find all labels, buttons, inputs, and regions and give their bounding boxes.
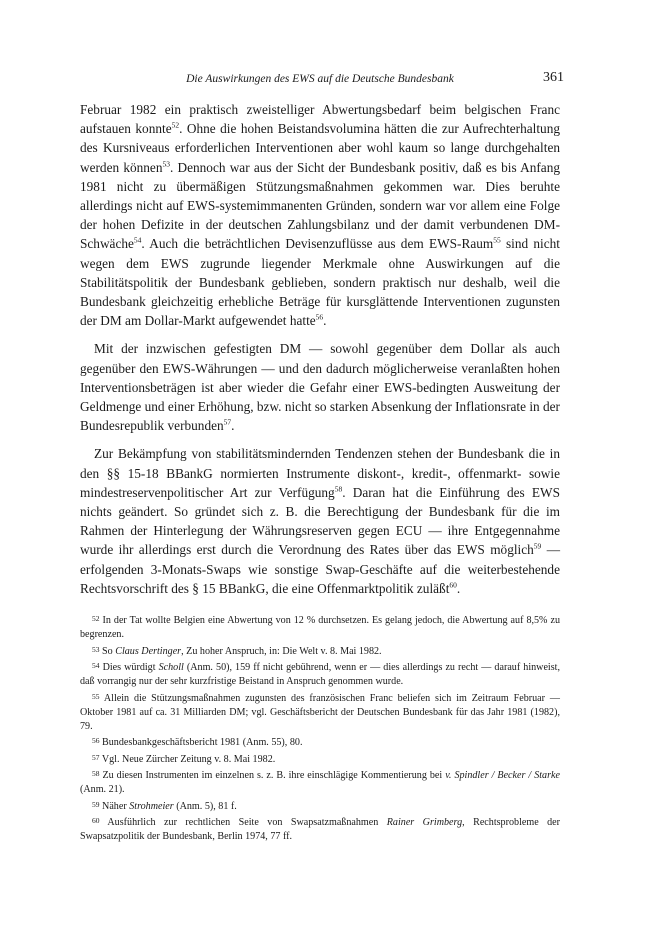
- text-run: Ausführlich zur rechtlichen Seite von Swapsatzmaßnahmen: [107, 816, 387, 828]
- footnote-number: 58: [92, 769, 100, 779]
- text-run: , Rechtsprobleme der Swapsatzpolitik der Bundesbank, Berlin 1974, 77 ff.: [80, 816, 561, 843]
- text-run: Näher: [102, 800, 130, 812]
- body-text: [80, 100, 560, 598]
- footnote-reference: 56: [315, 312, 324, 322]
- paragraph-3: [80, 444, 560, 598]
- footnotes: [80, 612, 560, 844]
- footnote-number: 52: [92, 614, 100, 624]
- footnote: [80, 612, 560, 643]
- footnote-reference: 53: [162, 159, 170, 169]
- cited-author: Claus Dertinger: [115, 645, 182, 657]
- cited-author: Strohmeier: [129, 800, 174, 812]
- text-run: Mit der inzwischen gefestigten DM — sowohl gegenüber dem Dollar als auch gegenüber den EWS-Währungen — und den dadurch möglicherweise veranlaßten hohen Interventionsbeträgen ist aber wieder die Gefahr einer EWS-bedingten Ausweitung der Geldmenge und einer Erhöhung, bzw. nicht so starken Absenkung der Inflationsrate in der Bundesrepublik verbunden: [80, 341, 560, 434]
- footnote-number: 53: [92, 644, 100, 654]
- text-run: sind nicht wegen dem EWS zugrunde liegender Merkmale ohne Auswirkungen auf die Stabilitätspolitik der Bundesbank geblieben, sondern praktisch nur deshalb, weil die Bundesbank gleichzeitig erhebliche Beträge für kursglättende Interventionen zugunsten der DM am Dollar-Markt aufgewendet hatte: [80, 236, 560, 329]
- footnote-reference: 55: [493, 236, 501, 245]
- footnote-reference: 54: [133, 236, 142, 245]
- footnote-number: 60: [92, 815, 100, 825]
- text-run: .: [456, 580, 461, 596]
- text-run: Februar 1982 ein praktisch zweistelliger Abwertungsbedarf beim belgischen Franc aufstauen konnte: [80, 102, 560, 137]
- footnote-number: 55: [92, 691, 100, 701]
- book-page: [80, 68, 564, 845]
- cited-author: Scholl: [158, 661, 184, 673]
- footnote: [80, 798, 560, 814]
- footnote-reference: 52: [171, 120, 180, 130]
- text-run: . Daran hat die Einführung des EWS nichts geändert. So gründet sich z. B. die Berechtigung der Bundesbank für die im Rahmen der Hinterlegung der Währungsreserven gegen ECU — ihre Entgegennahme wurde ihr allerdings erst durch die Verordnung des Rates über das EWS möglich: [80, 484, 560, 558]
- footnote-reference: 57: [223, 417, 232, 427]
- page-number: 361: [543, 70, 564, 85]
- cited-author: v. Spindler / Becker / Starke: [445, 770, 560, 782]
- footnote: [80, 734, 560, 750]
- text-run: Dies würdigt: [102, 661, 159, 673]
- footnote: [80, 643, 560, 659]
- footnote-number: 54: [92, 660, 100, 670]
- text-run: Zur Bekämpfung von stabilitätsmindernden Tendenzen stehen der Bundesbank die in den §§ 15-18 BBankG normierten Instrumente diskont-, kredit-, offenmarkt- sowie mindestreservenpolitischer Art zur Verfügung: [80, 446, 560, 500]
- paragraph-1: [80, 100, 560, 330]
- text-run: Bundesbankgeschäftsbericht 1981 (Anm. 55), 80.: [102, 737, 303, 749]
- footnote-number: 57: [92, 752, 100, 762]
- footnote: [80, 814, 560, 845]
- text-run: (Anm. 5), 81 f.: [173, 800, 237, 812]
- paragraph-2: [80, 339, 560, 435]
- text-run: .: [323, 313, 327, 329]
- footnote: [80, 767, 560, 798]
- text-run: Zu diesen Instrumenten im einzelnen s. z. B. ihre einschlägige Kommentierung bei: [102, 770, 446, 782]
- footnote-reference: 59: [533, 542, 542, 552]
- text-run: Allein die Stützungsmaßnahmen zugunsten des französischen Franc beliefen sich im Zeitraum Februar — Oktober 1981 auf ca. 31 Milliarden DM; vgl. Geschäftsbericht der Deutschen Bundesbank für das Jahr 1981 (1982), 79.: [80, 692, 560, 733]
- running-head: [80, 68, 564, 90]
- text-run: In der Tat wollte Belgien eine Abwertung von 12 % durchsetzen. Es gelang jedoch, die Abwertung auf 8,5% zu begrenzen.: [80, 615, 560, 641]
- text-run: . Auch die beträchtlichen Devisenzuflüsse aus dem EWS-Raum: [141, 236, 494, 252]
- cited-author: Rainer Grimberg: [386, 816, 463, 828]
- footnote: [80, 751, 560, 767]
- running-head-title: Die Auswirkungen des EWS auf die Deutsche Bundesbank: [186, 73, 454, 85]
- footnote-reference: 60: [449, 580, 457, 590]
- footnote-number: 56: [92, 736, 100, 746]
- text-run: .: [231, 418, 235, 434]
- footnote: [80, 690, 560, 735]
- text-run: , Zu hoher Anspruch, in: Die Welt v. 8. Mai 1982.: [181, 645, 382, 657]
- text-run: Vgl. Neue Zürcher Zeitung v. 8. Mai 1982.: [101, 753, 276, 765]
- text-run: . Ohne die hohen Beistandsvolumina hätten die zur Aufrechterhaltung des Kursniveaus erforderlichen Interventionen aber wohl kaum so lange durchgehalten werden können: [80, 121, 560, 175]
- text-run: So: [102, 645, 116, 657]
- text-run: . Dennoch war aus der Sicht der Bundesbank positiv, daß es bis Anfang 1981 nicht zu übermäßigen Stützungsmaßnahmen gekommen war. Dies beruhte allerdings nicht auf EWS-systemimmanenten Gründen, sondern war vor allem eine Folge der hohen Defizite in der deutschen Zahlungsbilanz und der damit verbundenen DM-Schwäche: [80, 159, 560, 252]
- text-run: — erfolgenden 3-Monats-Swaps wie sonstige Swap-Geschäfte auf die weiterbestehende Rechtsvorschrift des § 15 BBankG, die eine Offenmarktpolitik zuläßt: [80, 542, 560, 596]
- footnote-reference: 58: [334, 484, 343, 494]
- text-run: (Anm. 50), 159 ff nicht gebührend, wenn er — dies allerdings zu recht — darauf hinweist, daß vorrangig nur der sehr kurzfristige Beistand in Anspruch genommen wurde.: [80, 661, 560, 688]
- footnote: [80, 659, 560, 690]
- footnote-number: 59: [92, 799, 100, 809]
- text-run: (Anm. 21).: [80, 784, 125, 796]
